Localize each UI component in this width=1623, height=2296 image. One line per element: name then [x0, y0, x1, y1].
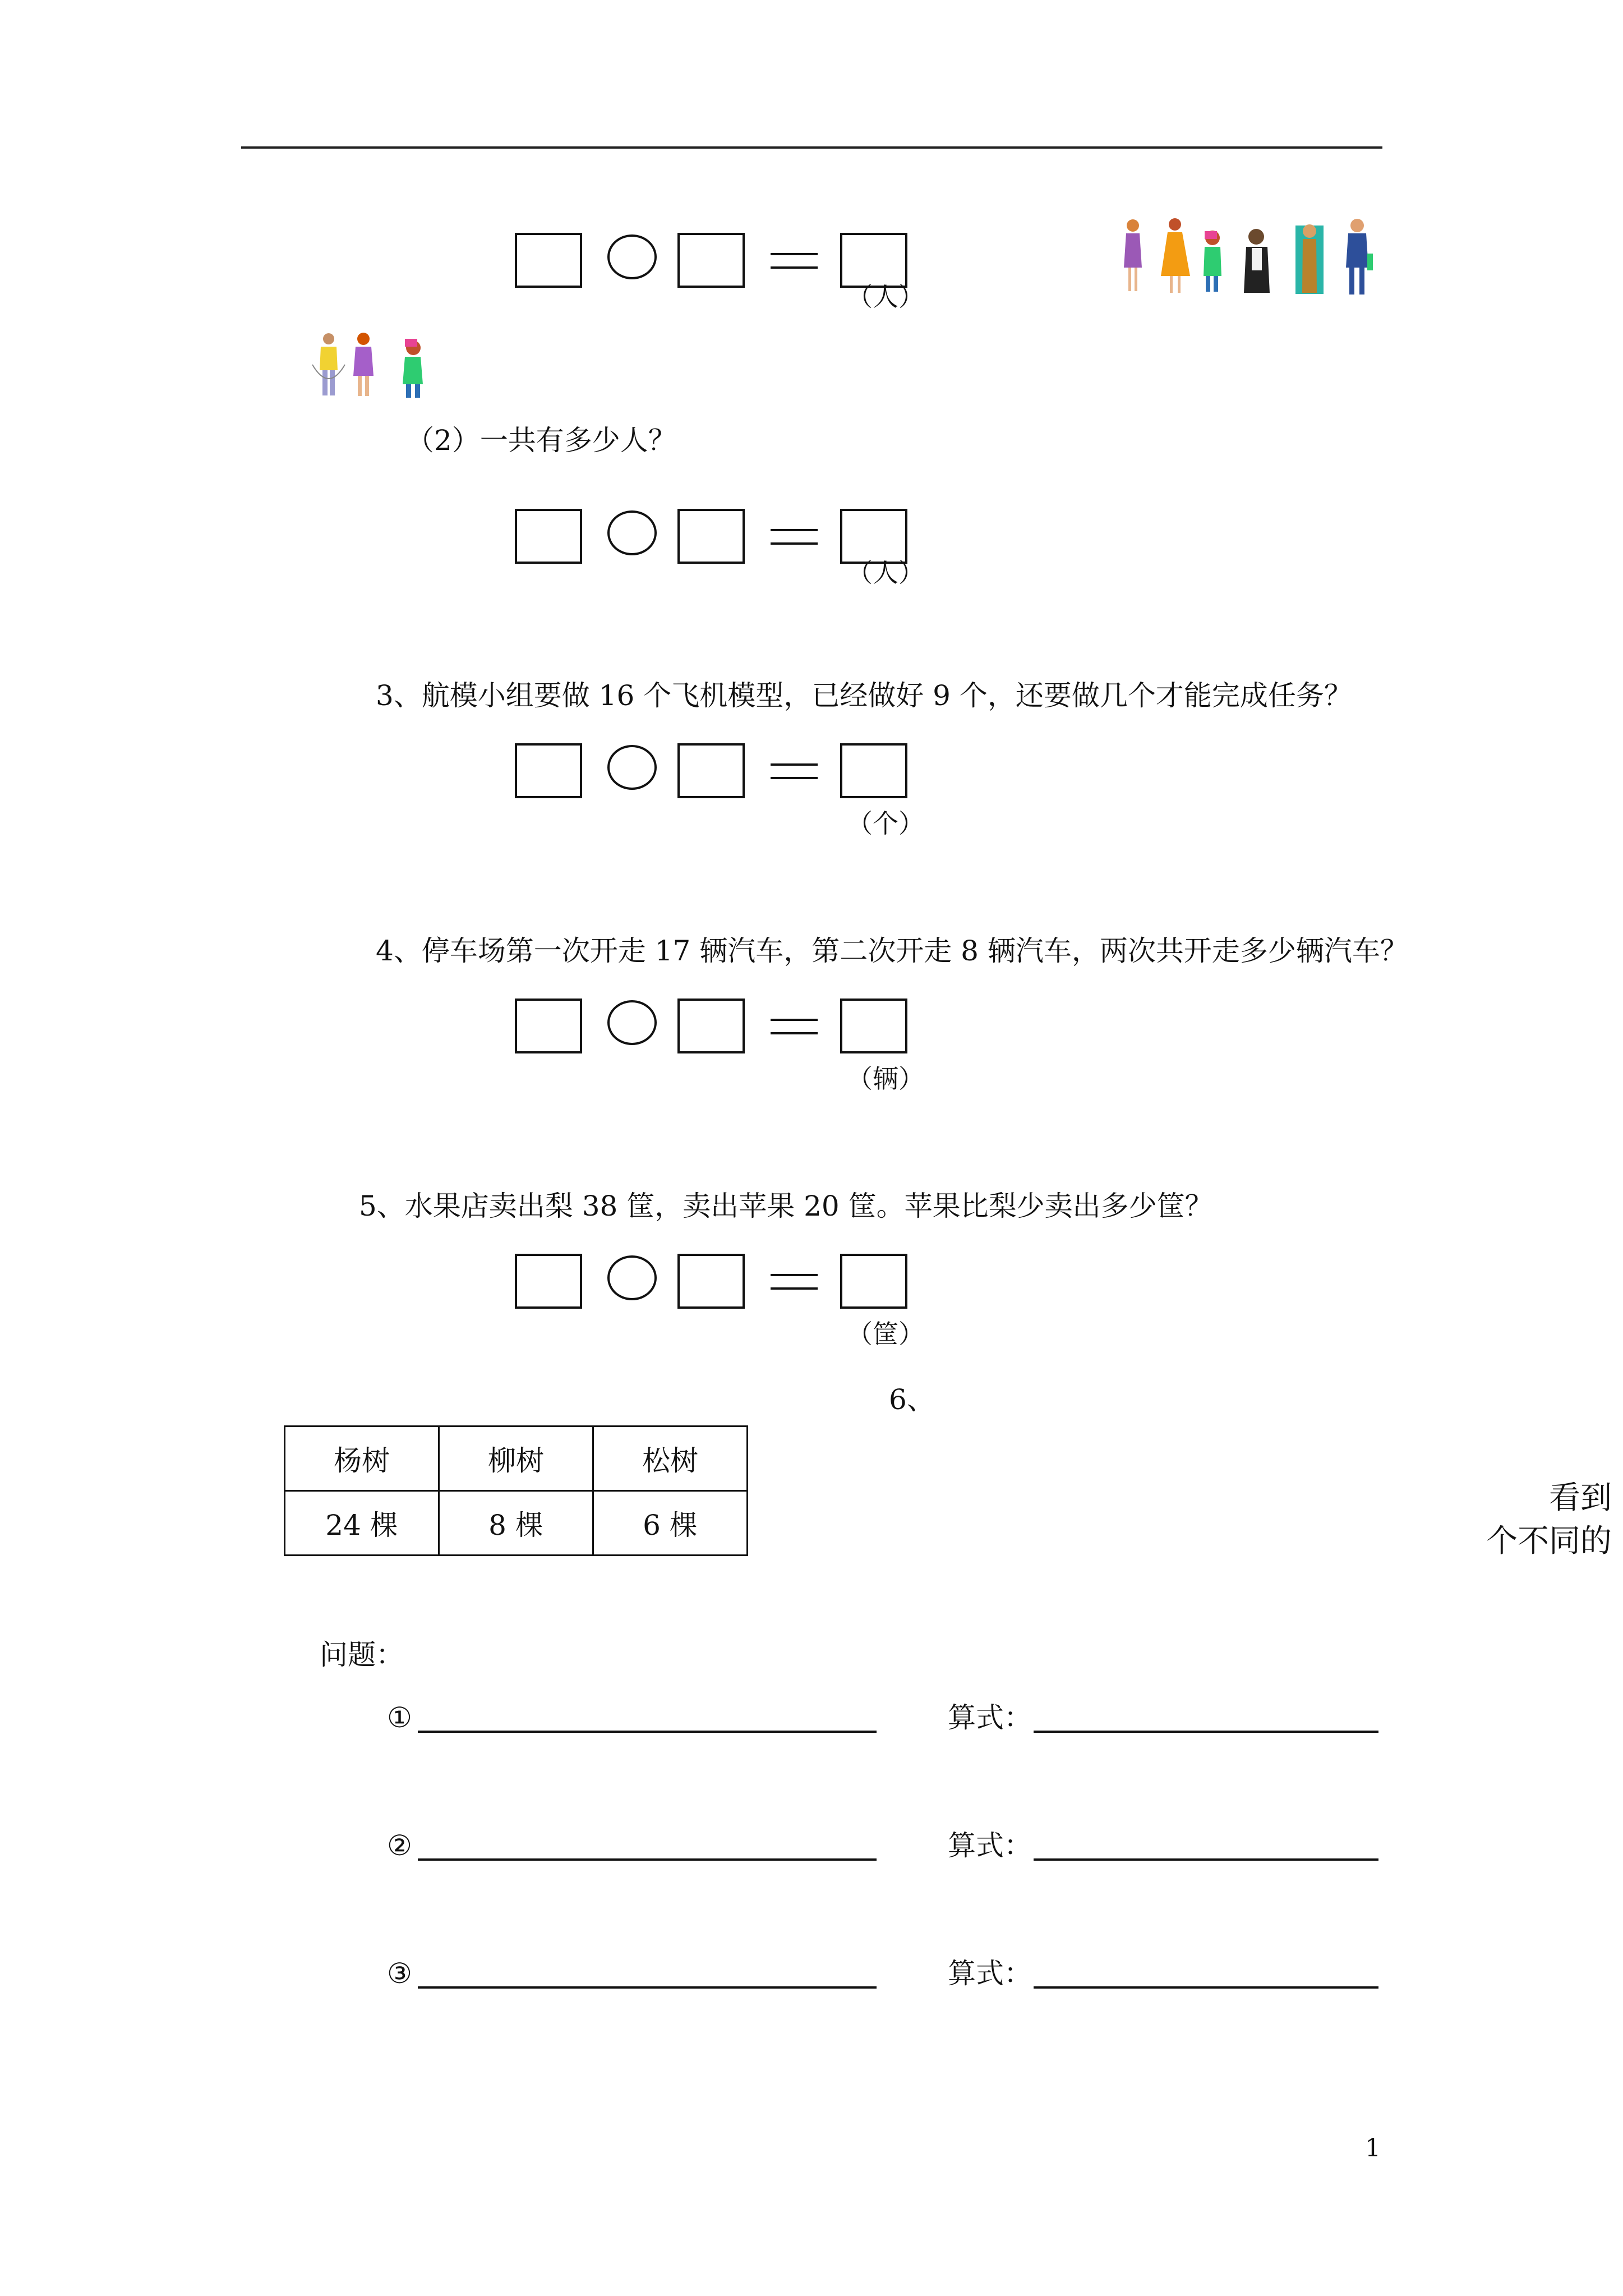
- answer-box-middle[interactable]: [677, 1254, 745, 1309]
- answer-box-middle[interactable]: [677, 999, 745, 1053]
- answer-box-result[interactable]: [840, 743, 907, 798]
- answer-box-left[interactable]: [515, 1254, 582, 1309]
- question-5-text: 5、水果店卖出梨 38 筐，卖出苹果 20 筐。苹果比梨少卖出多少筐？: [359, 1190, 1213, 1222]
- unit-label: （人）: [847, 282, 924, 312]
- formula-label-2: 算式：: [948, 1829, 1032, 1862]
- answer-box-result[interactable]: [840, 233, 907, 288]
- formula-answer-line-3[interactable]: [1034, 1986, 1378, 1989]
- table-cell: 24 棵: [285, 1491, 439, 1556]
- answer-box-middle[interactable]: [677, 233, 745, 288]
- question-3-text: 3、航模小组要做 16 个飞机模型，已经做好 9 个，还要做几个才能完成任务？: [376, 679, 1352, 712]
- operator-circle[interactable]: [607, 510, 657, 555]
- table-cell: 8 棵: [439, 1491, 593, 1556]
- answer-box-middle[interactable]: [677, 509, 745, 564]
- side-text-line-2: 个不同的: [1486, 1523, 1612, 1559]
- group-of-three-people-icon: [310, 331, 436, 401]
- equals-sign: [771, 529, 818, 545]
- answer-box-left[interactable]: [515, 999, 582, 1053]
- page-number: 1: [1365, 2134, 1381, 2162]
- group-of-six-people-icon: [1116, 214, 1382, 298]
- table-cell: 杨树: [285, 1427, 439, 1491]
- equals-sign: [771, 1019, 818, 1034]
- unit-label: （人）: [847, 558, 924, 588]
- answer-box-result[interactable]: [840, 509, 907, 564]
- problems-label: 问题：: [320, 1639, 404, 1671]
- question-6-label: 6、: [889, 1383, 935, 1416]
- question-4-text: 4、停车场第一次开走 17 辆汽车，第二次开走 8 辆汽车，两次共开走多少辆汽车？: [376, 935, 1408, 967]
- problem-marker-1: ①: [387, 1701, 412, 1734]
- table-cell: 柳树: [439, 1427, 593, 1491]
- unit-label: （个）: [847, 808, 924, 839]
- table-header-row: [285, 1427, 748, 1491]
- problem-answer-line-2[interactable]: [418, 1858, 877, 1861]
- operator-circle[interactable]: [607, 1255, 657, 1300]
- table-cell: 6 棵: [593, 1491, 748, 1556]
- answer-box-left[interactable]: [515, 743, 582, 798]
- problem-answer-line-3[interactable]: [418, 1986, 877, 1989]
- answer-box-middle[interactable]: [677, 743, 745, 798]
- unit-label: （筐）: [847, 1319, 924, 1349]
- answer-box-result[interactable]: [840, 1254, 907, 1309]
- header-rule: [241, 146, 1382, 149]
- operator-circle[interactable]: [607, 234, 657, 279]
- formula-label-3: 算式：: [948, 1957, 1032, 1990]
- problem-marker-3: ③: [387, 1957, 412, 1990]
- formula-label-1: 算式：: [948, 1701, 1032, 1734]
- problem-answer-line-1[interactable]: [418, 1731, 877, 1733]
- table-cell: 松树: [593, 1427, 748, 1491]
- equals-sign: [771, 1274, 818, 1290]
- question-2-text: （2）一共有多少人？: [406, 424, 676, 457]
- tree-count-table: [284, 1425, 748, 1556]
- answer-box-result[interactable]: [840, 999, 907, 1053]
- problem-marker-2: ②: [387, 1829, 412, 1862]
- unit-label: （辆）: [847, 1064, 924, 1094]
- formula-answer-line-2[interactable]: [1034, 1858, 1378, 1861]
- answer-box-left[interactable]: [515, 233, 582, 288]
- operator-circle[interactable]: [607, 1000, 657, 1045]
- side-text-line-1: 看到: [1549, 1480, 1612, 1516]
- equals-sign: [771, 253, 818, 269]
- operator-circle[interactable]: [607, 745, 657, 790]
- equals-sign: [771, 763, 818, 779]
- answer-box-left[interactable]: [515, 509, 582, 564]
- table-row: [285, 1491, 748, 1556]
- formula-answer-line-1[interactable]: [1034, 1731, 1378, 1733]
